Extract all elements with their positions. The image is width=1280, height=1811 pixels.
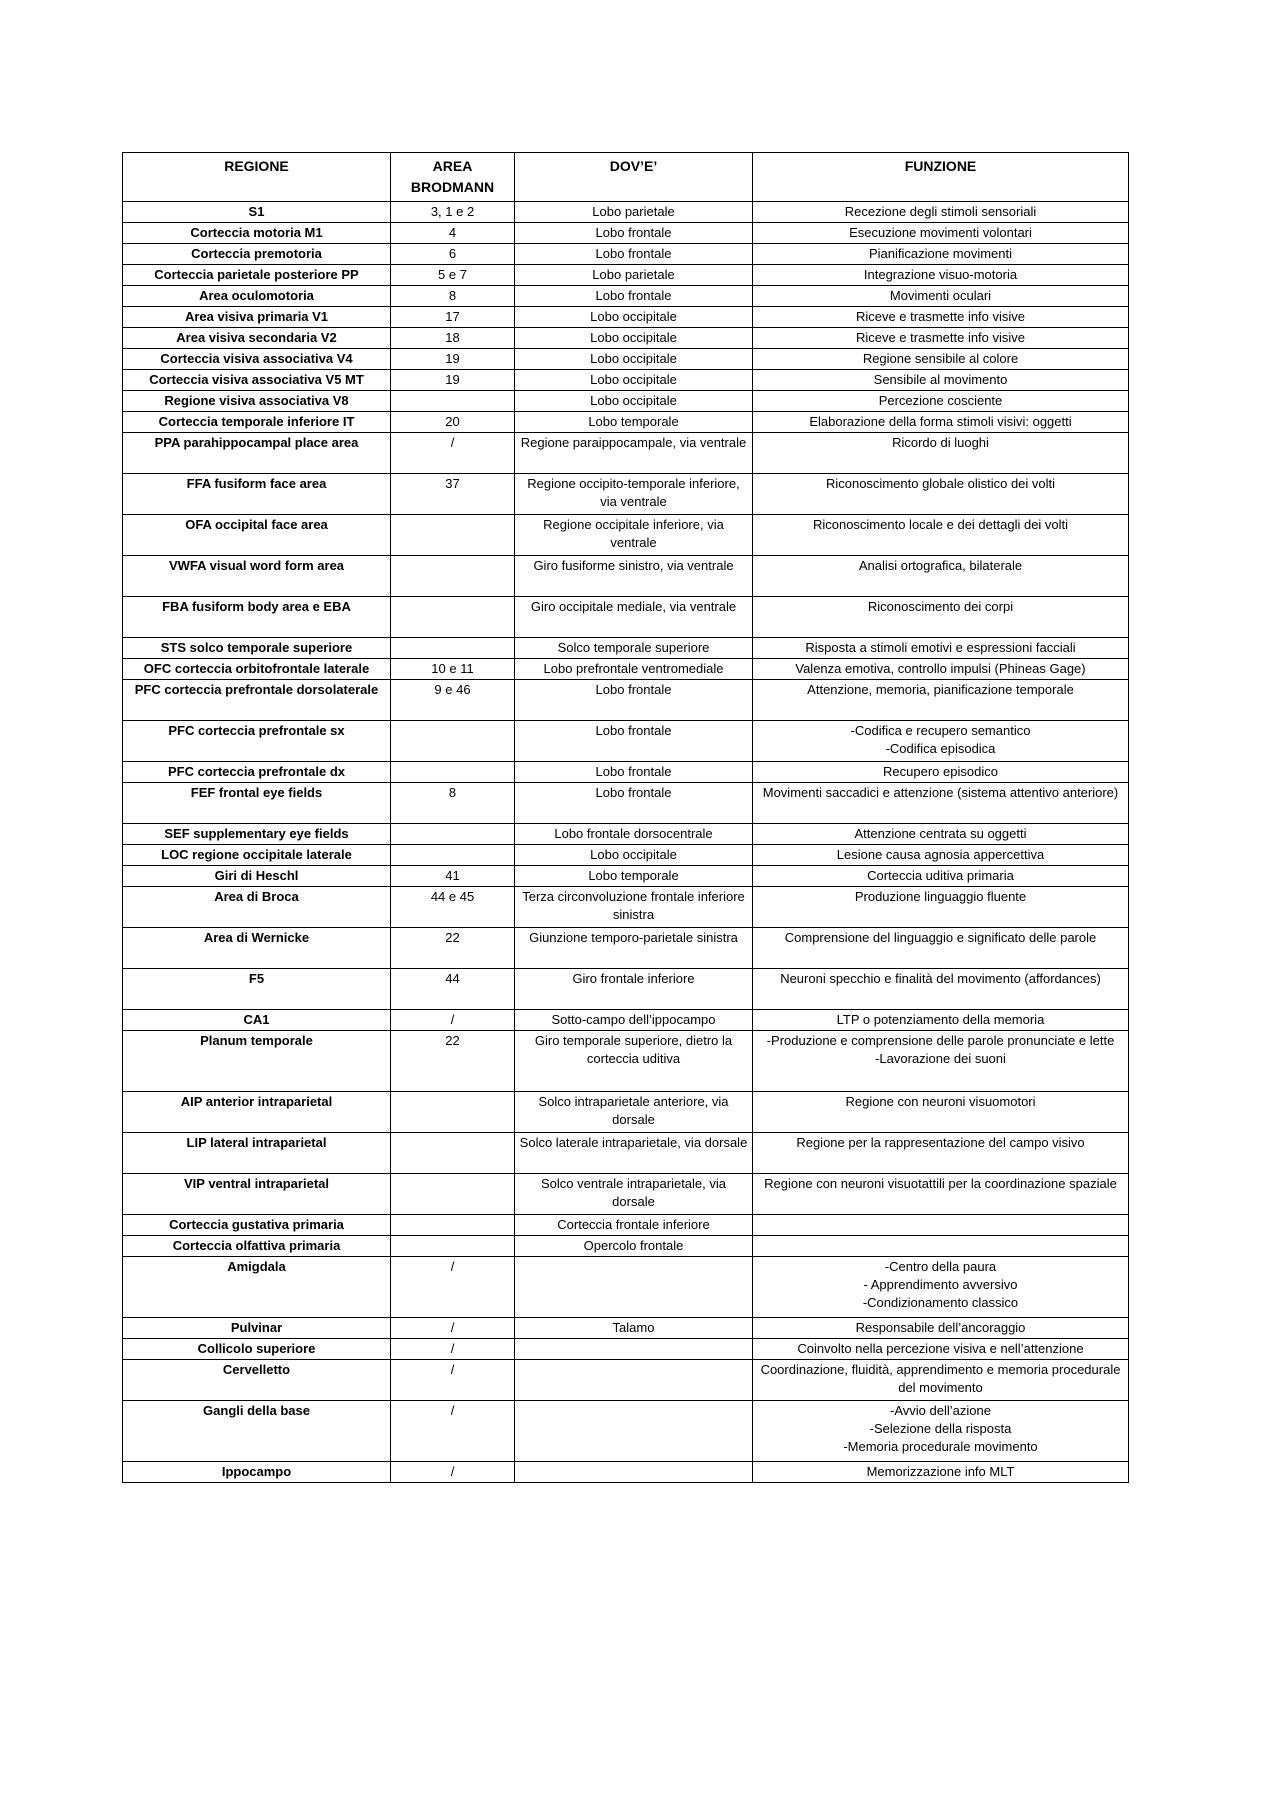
cell-funzione: Risposta a stimoli emotivi e espressioni facciali: [753, 638, 1129, 659]
table-row: [123, 762, 1129, 783]
cell-dove: Lobo parietale: [515, 265, 753, 286]
table-row: [123, 1031, 1129, 1092]
cell-area-brodmann: /: [391, 1401, 515, 1462]
cell-funzione: Pianificazione movimenti: [753, 244, 1129, 265]
cell-funzione: Riconoscimento locale e dei dettagli dei volti: [753, 515, 1129, 556]
cell-area-brodmann: /: [391, 1318, 515, 1339]
cell-regione: VIP ventral intraparietal: [123, 1174, 391, 1215]
table-row: [123, 1360, 1129, 1401]
cell-funzione: -Codifica e recupero semantico -Codifica episodica: [753, 721, 1129, 762]
cell-regione: FBA fusiform body area e EBA: [123, 597, 391, 638]
cell-dove: Lobo frontale: [515, 680, 753, 721]
cell-area-brodmann: 19: [391, 370, 515, 391]
cell-regione: PFC corteccia prefrontale sx: [123, 721, 391, 762]
cell-dove: Lobo frontale: [515, 762, 753, 783]
cell-area-brodmann: 17: [391, 307, 515, 328]
cell-dove: Lobo occipitale: [515, 370, 753, 391]
table-row: [123, 1174, 1129, 1215]
cell-area-brodmann: [391, 824, 515, 845]
cell-dove: Corteccia frontale inferiore: [515, 1215, 753, 1236]
cell-dove: Giro temporale superiore, dietro la corteccia uditiva: [515, 1031, 753, 1092]
cell-dove: Sotto-campo dell’ippocampo: [515, 1010, 753, 1031]
table-row: [123, 1215, 1129, 1236]
cell-area-brodmann: [391, 1092, 515, 1133]
cell-dove: Lobo temporale: [515, 412, 753, 433]
table-row: [123, 638, 1129, 659]
cell-dove: Regione occipito-temporale inferiore, via ventrale: [515, 474, 753, 515]
cell-regione: Corteccia motoria M1: [123, 223, 391, 244]
cell-funzione: Elaborazione della forma stimoli visivi: oggetti: [753, 412, 1129, 433]
table-row: [123, 433, 1129, 474]
cell-funzione: Coinvolto nella percezione visiva e nell’attenzione: [753, 1339, 1129, 1360]
table-row: [123, 328, 1129, 349]
table-row: [123, 866, 1129, 887]
cell-area-brodmann: 4: [391, 223, 515, 244]
cell-regione: Corteccia premotoria: [123, 244, 391, 265]
cell-regione: AIP anterior intraparietal: [123, 1092, 391, 1133]
cell-dove: Giro fusiforme sinistro, via ventrale: [515, 556, 753, 597]
table-row: [123, 223, 1129, 244]
cell-area-brodmann: 22: [391, 928, 515, 969]
table-row: [123, 1236, 1129, 1257]
cell-regione: Regione visiva associativa V8: [123, 391, 391, 412]
table-row: [123, 1010, 1129, 1031]
cell-dove: [515, 1401, 753, 1462]
table-row: [123, 1318, 1129, 1339]
table-row: [123, 244, 1129, 265]
cell-regione: Collicolo superiore: [123, 1339, 391, 1360]
cell-dove: Solco temporale superiore: [515, 638, 753, 659]
cell-regione: PFC corteccia prefrontale dorsolaterale: [123, 680, 391, 721]
cell-regione: Corteccia parietale posteriore PP: [123, 265, 391, 286]
cell-area-brodmann: [391, 762, 515, 783]
table-row: [123, 969, 1129, 1010]
cell-area-brodmann: 8: [391, 286, 515, 307]
cell-funzione: Regione con neuroni visuotattili per la coordinazione spaziale: [753, 1174, 1129, 1215]
table-row: [123, 887, 1129, 928]
cell-area-brodmann: [391, 845, 515, 866]
cell-funzione: Riceve e trasmette info visive: [753, 328, 1129, 349]
cell-regione: F5: [123, 969, 391, 1010]
cell-dove: Lobo temporale: [515, 866, 753, 887]
cell-area-brodmann: 22: [391, 1031, 515, 1092]
cell-regione: STS solco temporale superiore: [123, 638, 391, 659]
cell-dove: Lobo prefrontale ventromediale: [515, 659, 753, 680]
cell-dove: Giunzione temporo-parietale sinistra: [515, 928, 753, 969]
cell-dove: Lobo occipitale: [515, 845, 753, 866]
cell-regione: OFC corteccia orbitofrontale laterale: [123, 659, 391, 680]
cell-area-brodmann: 44 e 45: [391, 887, 515, 928]
cell-area-brodmann: /: [391, 1257, 515, 1318]
cell-area-brodmann: /: [391, 1462, 515, 1483]
cell-funzione: Riceve e trasmette info visive: [753, 307, 1129, 328]
cell-funzione: -Produzione e comprensione delle parole pronunciate e lette -Lavorazione dei suoni: [753, 1031, 1129, 1092]
cell-area-brodmann: 10 e 11: [391, 659, 515, 680]
table-row: [123, 1133, 1129, 1174]
table-row: [123, 721, 1129, 762]
cell-area-brodmann: [391, 1236, 515, 1257]
cell-regione: SEF supplementary eye fields: [123, 824, 391, 845]
cell-dove: Lobo occipitale: [515, 328, 753, 349]
cell-funzione: Valenza emotiva, controllo impulsi (Phineas Gage): [753, 659, 1129, 680]
cell-funzione: Percezione cosciente: [753, 391, 1129, 412]
table-row: [123, 824, 1129, 845]
cell-regione: Area di Broca: [123, 887, 391, 928]
cell-area-brodmann: [391, 597, 515, 638]
cell-area-brodmann: /: [391, 1010, 515, 1031]
cell-area-brodmann: 20: [391, 412, 515, 433]
table-row: [123, 597, 1129, 638]
cell-funzione: Riconoscimento dei corpi: [753, 597, 1129, 638]
table-row: [123, 202, 1129, 223]
cell-regione: Corteccia olfattiva primaria: [123, 1236, 391, 1257]
header-area-brodmann: AREA BRODMANN: [391, 153, 515, 202]
cell-regione: Area di Wernicke: [123, 928, 391, 969]
cell-dove: Lobo occipitale: [515, 307, 753, 328]
table-row: [123, 928, 1129, 969]
cell-dove: [515, 1360, 753, 1401]
cell-regione: VWFA visual word form area: [123, 556, 391, 597]
cell-regione: Amigdala: [123, 1257, 391, 1318]
cell-regione: Gangli della base: [123, 1401, 391, 1462]
table-row: [123, 391, 1129, 412]
cell-funzione: Regione per la rappresentazione del campo visivo: [753, 1133, 1129, 1174]
header-regione: REGIONE: [123, 153, 391, 202]
cell-funzione: Recupero episodico: [753, 762, 1129, 783]
cell-regione: Planum temporale: [123, 1031, 391, 1092]
cell-regione: FEF frontal eye fields: [123, 783, 391, 824]
cell-dove: Lobo frontale: [515, 244, 753, 265]
cell-dove: Solco laterale intraparietale, via dorsale: [515, 1133, 753, 1174]
cell-funzione: Lesione causa agnosia appercettiva: [753, 845, 1129, 866]
cell-area-brodmann: 3, 1 e 2: [391, 202, 515, 223]
table-row: [123, 1339, 1129, 1360]
cell-area-brodmann: 9 e 46: [391, 680, 515, 721]
cell-funzione: [753, 1236, 1129, 1257]
cell-funzione: Corteccia uditiva primaria: [753, 866, 1129, 887]
cell-regione: OFA occipital face area: [123, 515, 391, 556]
table-row: [123, 286, 1129, 307]
cell-funzione: Analisi ortografica, bilaterale: [753, 556, 1129, 597]
cell-area-brodmann: 41: [391, 866, 515, 887]
cell-dove: Lobo frontale dorsocentrale: [515, 824, 753, 845]
cell-funzione: Ricordo di luoghi: [753, 433, 1129, 474]
table-row: [123, 845, 1129, 866]
cell-dove: Regione occipitale inferiore, via ventrale: [515, 515, 753, 556]
cell-funzione: Regione sensibile al colore: [753, 349, 1129, 370]
cell-funzione: Riconoscimento globale olistico dei volti: [753, 474, 1129, 515]
table-row: [123, 349, 1129, 370]
cell-area-brodmann: [391, 391, 515, 412]
cell-dove: Solco intraparietale anteriore, via dorsale: [515, 1092, 753, 1133]
cell-area-brodmann: 37: [391, 474, 515, 515]
cell-regione: Corteccia visiva associativa V4: [123, 349, 391, 370]
table-row: [123, 474, 1129, 515]
cell-regione: LOC regione occipitale laterale: [123, 845, 391, 866]
table-row: [123, 412, 1129, 433]
cell-funzione: Regione con neuroni visuomotori: [753, 1092, 1129, 1133]
cell-dove: Lobo frontale: [515, 783, 753, 824]
cell-area-brodmann: 44: [391, 969, 515, 1010]
cell-funzione: Responsabile dell’ancoraggio: [753, 1318, 1129, 1339]
cell-regione: LIP lateral intraparietal: [123, 1133, 391, 1174]
table-row: [123, 1257, 1129, 1318]
cell-area-brodmann: 5 e 7: [391, 265, 515, 286]
cell-regione: Pulvinar: [123, 1318, 391, 1339]
cell-regione: Area visiva primaria V1: [123, 307, 391, 328]
cell-regione: Corteccia gustativa primaria: [123, 1215, 391, 1236]
cell-funzione: Neuroni specchio e finalità del movimento (affordances): [753, 969, 1129, 1010]
cell-funzione: Integrazione visuo-motoria: [753, 265, 1129, 286]
brain-regions-table: [122, 152, 1129, 1483]
cell-area-brodmann: [391, 721, 515, 762]
cell-dove: Opercolo frontale: [515, 1236, 753, 1257]
cell-area-brodmann: /: [391, 1360, 515, 1401]
header-dove: DOV’E’: [515, 153, 753, 202]
cell-funzione: [753, 1215, 1129, 1236]
cell-dove: Giro occipitale mediale, via ventrale: [515, 597, 753, 638]
cell-dove: Lobo occipitale: [515, 391, 753, 412]
cell-funzione: Attenzione, memoria, pianificazione temporale: [753, 680, 1129, 721]
table-row: [123, 783, 1129, 824]
cell-dove: [515, 1257, 753, 1318]
table-row: [123, 1092, 1129, 1133]
cell-area-brodmann: [391, 1215, 515, 1236]
table-header-row: [123, 153, 1129, 202]
cell-funzione: Coordinazione, fluidità, apprendimento e memoria procedurale del movimento: [753, 1360, 1129, 1401]
cell-area-brodmann: [391, 515, 515, 556]
table-row: [123, 1401, 1129, 1462]
cell-funzione: LTP o potenziamento della memoria: [753, 1010, 1129, 1031]
table-row: [123, 515, 1129, 556]
cell-area-brodmann: [391, 556, 515, 597]
table-row: [123, 370, 1129, 391]
cell-funzione: -Centro della paura - Apprendimento avversivo -Condizionamento classico: [753, 1257, 1129, 1318]
cell-regione: PPA parahippocampal place area: [123, 433, 391, 474]
table-row: [123, 680, 1129, 721]
cell-dove: [515, 1339, 753, 1360]
cell-area-brodmann: 8: [391, 783, 515, 824]
table-row: [123, 1462, 1129, 1483]
cell-dove: Lobo frontale: [515, 286, 753, 307]
cell-area-brodmann: /: [391, 433, 515, 474]
cell-area-brodmann: [391, 1174, 515, 1215]
table-row: [123, 556, 1129, 597]
cell-dove: Terza circonvoluzione frontale inferiore sinistra: [515, 887, 753, 928]
table-row: [123, 659, 1129, 680]
cell-regione: Cervelletto: [123, 1360, 391, 1401]
cell-dove: Lobo frontale: [515, 721, 753, 762]
cell-dove: [515, 1462, 753, 1483]
cell-funzione: Comprensione del linguaggio e significato delle parole: [753, 928, 1129, 969]
cell-funzione: Sensibile al movimento: [753, 370, 1129, 391]
cell-dove: Giro frontale inferiore: [515, 969, 753, 1010]
table-body: [123, 202, 1129, 1483]
cell-regione: Area visiva secondaria V2: [123, 328, 391, 349]
cell-regione: Ippocampo: [123, 1462, 391, 1483]
cell-funzione: Attenzione centrata su oggetti: [753, 824, 1129, 845]
cell-funzione: Movimenti saccadici e attenzione (sistema attentivo anteriore): [753, 783, 1129, 824]
cell-dove: Solco ventrale intraparietale, via dorsale: [515, 1174, 753, 1215]
cell-dove: Talamo: [515, 1318, 753, 1339]
cell-funzione: -Avvio dell’azione -Selezione della risposta -Memoria procedurale movimento: [753, 1401, 1129, 1462]
cell-regione: CA1: [123, 1010, 391, 1031]
table-row: [123, 307, 1129, 328]
cell-area-brodmann: 18: [391, 328, 515, 349]
cell-regione: Area oculomotoria: [123, 286, 391, 307]
cell-area-brodmann: /: [391, 1339, 515, 1360]
cell-regione: Corteccia temporale inferiore IT: [123, 412, 391, 433]
cell-funzione: Movimenti oculari: [753, 286, 1129, 307]
cell-area-brodmann: [391, 638, 515, 659]
cell-funzione: Produzione linguaggio fluente: [753, 887, 1129, 928]
cell-dove: Lobo occipitale: [515, 349, 753, 370]
cell-regione: S1: [123, 202, 391, 223]
cell-funzione: Memorizzazione info MLT: [753, 1462, 1129, 1483]
cell-regione: Corteccia visiva associativa V5 MT: [123, 370, 391, 391]
cell-regione: PFC corteccia prefrontale dx: [123, 762, 391, 783]
cell-dove: Lobo frontale: [515, 223, 753, 244]
cell-funzione: Esecuzione movimenti volontari: [753, 223, 1129, 244]
cell-dove: Lobo parietale: [515, 202, 753, 223]
cell-area-brodmann: [391, 1133, 515, 1174]
table-row: [123, 265, 1129, 286]
cell-regione: FFA fusiform face area: [123, 474, 391, 515]
cell-dove: Regione paraippocampale, via ventrale: [515, 433, 753, 474]
cell-area-brodmann: 19: [391, 349, 515, 370]
cell-area-brodmann: 6: [391, 244, 515, 265]
cell-regione: Giri di Heschl: [123, 866, 391, 887]
cell-funzione: Recezione degli stimoli sensoriali: [753, 202, 1129, 223]
header-funzione: FUNZIONE: [753, 153, 1129, 202]
